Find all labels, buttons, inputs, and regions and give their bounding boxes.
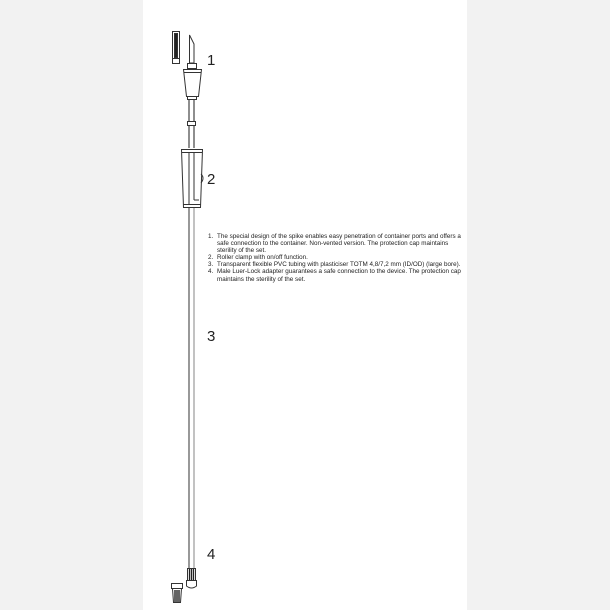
part-label-3: 3 [207, 328, 216, 345]
spike-icon [184, 35, 202, 100]
protection-cap-icon [173, 32, 180, 64]
tubing-icon [188, 100, 196, 148]
part-label-1: 1 [207, 52, 216, 69]
part-label-2: 2 [207, 171, 216, 188]
luer-protection-cap-icon [172, 584, 183, 603]
description-item-1: 1. The special design of the spike enables easy penetration of container ports and offers a safe connection to the container. Non-vented version. The protection cap maintains sterility of the set. [215, 233, 463, 254]
luer-lock-adapter-icon [187, 569, 197, 589]
description-item-3: 3. Transparent flexible PVC tubing with plasticiser TOTM 4,8/7,2 mm (ID/OD) (large bore). [215, 261, 463, 268]
tubing-icon [189, 208, 194, 568]
description-item-4: 4. Male Luer-Lock adapter guarantees a safe connection to the device. The protection cap maintains the sterility of the set. [215, 268, 463, 282]
part-label-4: 4 [207, 546, 216, 563]
parts-description [203, 233, 463, 283]
roller-clamp-icon [182, 150, 204, 208]
description-item-2: 2. Roller clamp with on/off function. [215, 254, 463, 261]
